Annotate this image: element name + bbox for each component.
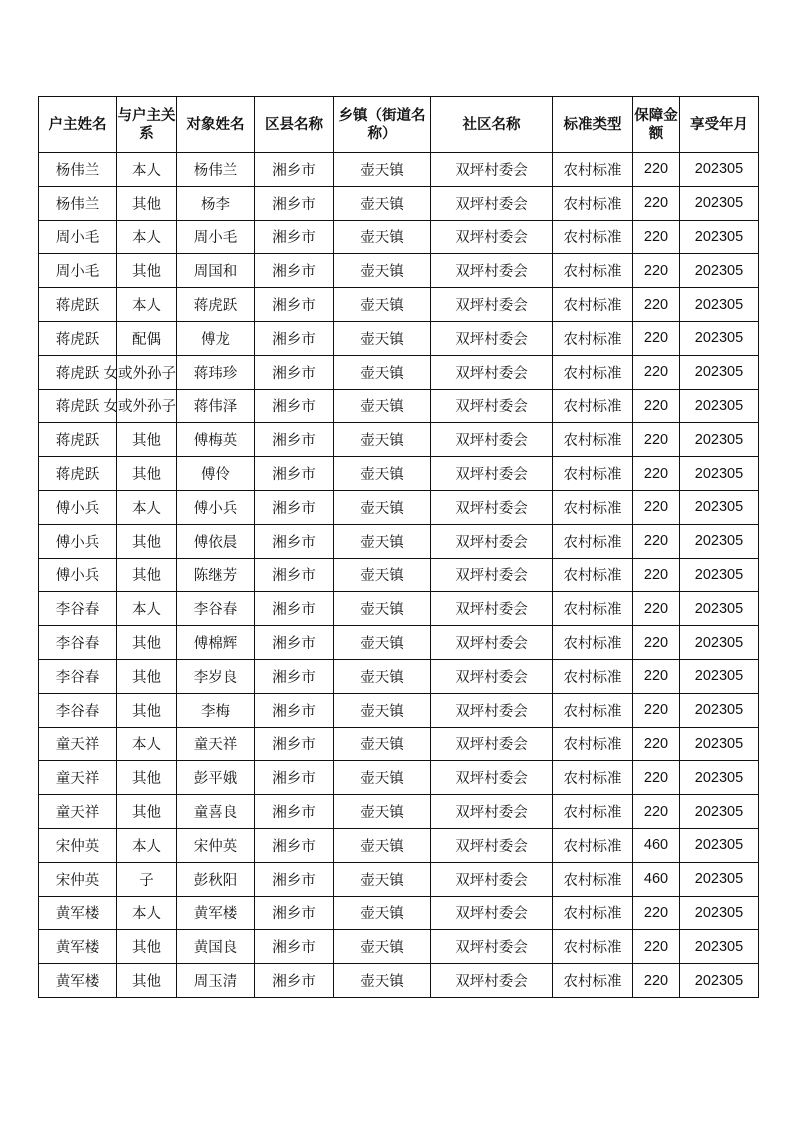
cell-community-name: 双坪村委会 bbox=[431, 457, 553, 491]
cell-household-head-name: 李谷春 bbox=[39, 659, 117, 693]
cell-benefit-month: 202305 bbox=[680, 828, 759, 862]
cell-household-head-name: 蒋虎跃 bbox=[39, 457, 117, 491]
cell-relation-to-head bbox=[103, 355, 177, 389]
cell-benefit-amount: 220 bbox=[633, 930, 680, 964]
cell-county-name: 湘乡市 bbox=[255, 220, 334, 254]
cell-relation-to-head: 其他 bbox=[117, 457, 177, 491]
cell-township-name: 壶天镇 bbox=[334, 964, 431, 998]
cell-household-head-name: 黄军楼 bbox=[39, 930, 117, 964]
header-relation-to-head: 与户主关系 bbox=[117, 97, 177, 153]
cell-recipient-name: 宋仲英 bbox=[177, 828, 255, 862]
header-household-head-name: 户主姓名 bbox=[39, 97, 117, 153]
table-row bbox=[39, 321, 759, 355]
cell-community-name: 双坪村委会 bbox=[431, 964, 553, 998]
cell-county-name: 湘乡市 bbox=[255, 930, 334, 964]
table-row bbox=[39, 795, 759, 829]
cell-standard-type: 农村标准 bbox=[553, 896, 633, 930]
cell-community-name: 双坪村委会 bbox=[431, 423, 553, 457]
cell-community-name: 双坪村委会 bbox=[431, 862, 553, 896]
cell-relation-to-head: 其他 bbox=[117, 693, 177, 727]
cell-township-name: 壶天镇 bbox=[334, 828, 431, 862]
cell-relation-text: 女或外孙子 bbox=[103, 365, 176, 382]
cell-benefit-month: 202305 bbox=[680, 389, 759, 423]
cell-county-name: 湘乡市 bbox=[255, 288, 334, 322]
cell-township-name: 壶天镇 bbox=[334, 930, 431, 964]
cell-household-head-name: 周小毛 bbox=[39, 220, 117, 254]
cell-household-head-name: 李谷春 bbox=[39, 626, 117, 660]
table-row bbox=[39, 693, 759, 727]
cell-relation-to-head: 其他 bbox=[117, 186, 177, 220]
cell-community-name: 双坪村委会 bbox=[431, 828, 553, 862]
table-row bbox=[39, 288, 759, 322]
cell-benefit-amount: 220 bbox=[633, 896, 680, 930]
cell-benefit-amount: 220 bbox=[633, 288, 680, 322]
cell-standard-type: 农村标准 bbox=[553, 288, 633, 322]
cell-household-head-name: 周小毛 bbox=[39, 254, 117, 288]
cell-standard-type: 农村标准 bbox=[553, 828, 633, 862]
cell-recipient-name: 傅梅英 bbox=[177, 423, 255, 457]
header-benefit-amount: 保障金额 bbox=[633, 97, 680, 153]
cell-benefit-month: 202305 bbox=[680, 659, 759, 693]
cell-benefit-amount: 220 bbox=[633, 626, 680, 660]
cell-township-name: 壶天镇 bbox=[334, 288, 431, 322]
cell-relation-to-head: 配偶 bbox=[117, 321, 177, 355]
cell-household-head-name: 黄军楼 bbox=[39, 964, 117, 998]
cell-relation-to-head: 其他 bbox=[117, 524, 177, 558]
table-header-row bbox=[39, 97, 759, 153]
cell-community-name: 双坪村委会 bbox=[431, 592, 553, 626]
cell-township-name: 壶天镇 bbox=[334, 186, 431, 220]
cell-recipient-name: 蒋虎跃 bbox=[177, 288, 255, 322]
cell-community-name: 双坪村委会 bbox=[431, 626, 553, 660]
cell-benefit-amount: 220 bbox=[633, 355, 680, 389]
cell-recipient-name: 彭平娥 bbox=[177, 761, 255, 795]
cell-recipient-name: 黄军楼 bbox=[177, 896, 255, 930]
cell-standard-type: 农村标准 bbox=[553, 964, 633, 998]
cell-benefit-amount: 220 bbox=[633, 186, 680, 220]
cell-standard-type: 农村标准 bbox=[553, 592, 633, 626]
header-county-name: 区县名称 bbox=[255, 97, 334, 153]
cell-relation-to-head: 本人 bbox=[117, 220, 177, 254]
cell-household-head-name: 宋仲英 bbox=[39, 828, 117, 862]
cell-relation-to-head: 子 bbox=[117, 862, 177, 896]
cell-community-name: 双坪村委会 bbox=[431, 389, 553, 423]
cell-recipient-name: 傅龙 bbox=[177, 321, 255, 355]
cell-county-name: 湘乡市 bbox=[255, 828, 334, 862]
cell-standard-type: 农村标准 bbox=[553, 355, 633, 389]
cell-relation-to-head: 本人 bbox=[117, 828, 177, 862]
cell-benefit-month: 202305 bbox=[680, 727, 759, 761]
cell-county-name: 湘乡市 bbox=[255, 727, 334, 761]
cell-standard-type: 农村标准 bbox=[553, 153, 633, 187]
cell-standard-type: 农村标准 bbox=[553, 626, 633, 660]
cell-township-name: 壶天镇 bbox=[334, 659, 431, 693]
cell-recipient-name: 周国和 bbox=[177, 254, 255, 288]
cell-relation-to-head: 其他 bbox=[117, 626, 177, 660]
cell-standard-type: 农村标准 bbox=[553, 558, 633, 592]
header-township-name: 乡镇（街道名称） bbox=[334, 97, 431, 153]
cell-community-name: 双坪村委会 bbox=[431, 321, 553, 355]
cell-relation-text: 女或外孙子 bbox=[103, 399, 176, 416]
cell-community-name: 双坪村委会 bbox=[431, 896, 553, 930]
cell-county-name: 湘乡市 bbox=[255, 524, 334, 558]
cell-relation-to-head: 其他 bbox=[117, 795, 177, 829]
cell-benefit-month: 202305 bbox=[680, 254, 759, 288]
cell-standard-type: 农村标准 bbox=[553, 930, 633, 964]
cell-township-name: 壶天镇 bbox=[334, 153, 431, 187]
cell-standard-type: 农村标准 bbox=[553, 524, 633, 558]
cell-relation-to-head: 其他 bbox=[117, 930, 177, 964]
cell-township-name: 壶天镇 bbox=[334, 254, 431, 288]
cell-standard-type: 农村标准 bbox=[553, 457, 633, 491]
cell-community-name: 双坪村委会 bbox=[431, 659, 553, 693]
cell-township-name: 壶天镇 bbox=[334, 524, 431, 558]
cell-county-name: 湘乡市 bbox=[255, 693, 334, 727]
cell-county-name: 湘乡市 bbox=[255, 558, 334, 592]
cell-benefit-month: 202305 bbox=[680, 626, 759, 660]
cell-household-head-name: 童天祥 bbox=[39, 795, 117, 829]
cell-benefit-amount: 220 bbox=[633, 693, 680, 727]
cell-recipient-name: 李梅 bbox=[177, 693, 255, 727]
table-row bbox=[39, 220, 759, 254]
cell-county-name: 湘乡市 bbox=[255, 795, 334, 829]
cell-benefit-month: 202305 bbox=[680, 930, 759, 964]
cell-recipient-name: 蒋伟泽 bbox=[177, 389, 255, 423]
cell-relation-to-head: 其他 bbox=[117, 659, 177, 693]
cell-recipient-name: 周小毛 bbox=[177, 220, 255, 254]
assistance-table bbox=[38, 96, 759, 998]
cell-community-name: 双坪村委会 bbox=[431, 558, 553, 592]
cell-recipient-name: 蒋玮珍 bbox=[177, 355, 255, 389]
cell-recipient-name: 周玉清 bbox=[177, 964, 255, 998]
cell-benefit-amount: 220 bbox=[633, 254, 680, 288]
cell-benefit-amount: 220 bbox=[633, 964, 680, 998]
cell-household-head-name: 蒋虎跃 bbox=[39, 321, 117, 355]
cell-standard-type: 农村标准 bbox=[553, 220, 633, 254]
table-row bbox=[39, 254, 759, 288]
cell-benefit-month: 202305 bbox=[680, 524, 759, 558]
cell-relation-to-head: 其他 bbox=[117, 964, 177, 998]
cell-household-head-name: 杨伟兰 bbox=[39, 153, 117, 187]
table-row bbox=[39, 592, 759, 626]
table-row bbox=[39, 490, 759, 524]
cell-benefit-month: 202305 bbox=[680, 761, 759, 795]
cell-standard-type: 农村标准 bbox=[553, 389, 633, 423]
cell-benefit-month: 202305 bbox=[680, 457, 759, 491]
cell-benefit-amount: 220 bbox=[633, 795, 680, 829]
table-row bbox=[39, 964, 759, 998]
cell-township-name: 壶天镇 bbox=[334, 558, 431, 592]
cell-community-name: 双坪村委会 bbox=[431, 795, 553, 829]
cell-township-name: 壶天镇 bbox=[334, 220, 431, 254]
cell-household-head-name: 傅小兵 bbox=[39, 524, 117, 558]
cell-relation-to-head: 本人 bbox=[117, 727, 177, 761]
table-row bbox=[39, 153, 759, 187]
cell-recipient-name: 童天祥 bbox=[177, 727, 255, 761]
table-row bbox=[39, 727, 759, 761]
cell-county-name: 湘乡市 bbox=[255, 490, 334, 524]
cell-township-name: 壶天镇 bbox=[334, 727, 431, 761]
table-row bbox=[39, 457, 759, 491]
cell-relation-to-head: 本人 bbox=[117, 896, 177, 930]
table-row bbox=[39, 896, 759, 930]
cell-benefit-amount: 220 bbox=[633, 761, 680, 795]
cell-recipient-name: 李谷春 bbox=[177, 592, 255, 626]
cell-standard-type: 农村标准 bbox=[553, 693, 633, 727]
cell-township-name: 壶天镇 bbox=[334, 490, 431, 524]
cell-benefit-amount: 220 bbox=[633, 524, 680, 558]
cell-relation-to-head: 其他 bbox=[117, 558, 177, 592]
cell-benefit-amount: 220 bbox=[633, 659, 680, 693]
table-body bbox=[39, 153, 759, 998]
cell-benefit-month: 202305 bbox=[680, 423, 759, 457]
cell-recipient-name: 傅小兵 bbox=[177, 490, 255, 524]
cell-standard-type: 农村标准 bbox=[553, 795, 633, 829]
cell-relation-to-head: 本人 bbox=[117, 288, 177, 322]
cell-benefit-amount: 460 bbox=[633, 862, 680, 896]
cell-benefit-month: 202305 bbox=[680, 558, 759, 592]
header-community-name: 社区名称 bbox=[431, 97, 553, 153]
cell-township-name: 壶天镇 bbox=[334, 457, 431, 491]
cell-standard-type: 农村标准 bbox=[553, 321, 633, 355]
cell-community-name: 双坪村委会 bbox=[431, 930, 553, 964]
cell-benefit-amount: 220 bbox=[633, 321, 680, 355]
cell-county-name: 湘乡市 bbox=[255, 389, 334, 423]
cell-relation-to-head: 本人 bbox=[117, 592, 177, 626]
table-row bbox=[39, 862, 759, 896]
cell-benefit-amount: 220 bbox=[633, 153, 680, 187]
cell-county-name: 湘乡市 bbox=[255, 964, 334, 998]
cell-township-name: 壶天镇 bbox=[334, 389, 431, 423]
cell-community-name: 双坪村委会 bbox=[431, 220, 553, 254]
cell-county-name: 湘乡市 bbox=[255, 355, 334, 389]
cell-county-name: 湘乡市 bbox=[255, 862, 334, 896]
cell-household-head-name: 蒋虎跃 bbox=[39, 355, 117, 389]
cell-township-name: 壶天镇 bbox=[334, 321, 431, 355]
table-row bbox=[39, 930, 759, 964]
table-row bbox=[39, 389, 759, 423]
cell-township-name: 壶天镇 bbox=[334, 896, 431, 930]
cell-standard-type: 农村标准 bbox=[553, 423, 633, 457]
table-row bbox=[39, 761, 759, 795]
cell-benefit-amount: 220 bbox=[633, 490, 680, 524]
cell-recipient-name: 童喜良 bbox=[177, 795, 255, 829]
cell-relation-to-head: 本人 bbox=[117, 153, 177, 187]
cell-household-head-name: 蒋虎跃 bbox=[39, 288, 117, 322]
table-row bbox=[39, 558, 759, 592]
cell-recipient-name: 傅棉辉 bbox=[177, 626, 255, 660]
cell-benefit-amount: 220 bbox=[633, 457, 680, 491]
cell-county-name: 湘乡市 bbox=[255, 153, 334, 187]
cell-community-name: 双坪村委会 bbox=[431, 186, 553, 220]
cell-benefit-month: 202305 bbox=[680, 355, 759, 389]
table-row bbox=[39, 524, 759, 558]
cell-county-name: 湘乡市 bbox=[255, 254, 334, 288]
cell-standard-type: 农村标准 bbox=[553, 490, 633, 524]
cell-relation-to-head: 其他 bbox=[117, 423, 177, 457]
cell-standard-type: 农村标准 bbox=[553, 862, 633, 896]
cell-township-name: 壶天镇 bbox=[334, 592, 431, 626]
cell-benefit-amount: 220 bbox=[633, 558, 680, 592]
cell-household-head-name: 傅小兵 bbox=[39, 558, 117, 592]
cell-community-name: 双坪村委会 bbox=[431, 355, 553, 389]
cell-community-name: 双坪村委会 bbox=[431, 288, 553, 322]
table-row bbox=[39, 355, 759, 389]
cell-township-name: 壶天镇 bbox=[334, 355, 431, 389]
cell-benefit-month: 202305 bbox=[680, 964, 759, 998]
cell-county-name: 湘乡市 bbox=[255, 423, 334, 457]
cell-township-name: 壶天镇 bbox=[334, 626, 431, 660]
table-row bbox=[39, 423, 759, 457]
header-benefit-month: 享受年月 bbox=[680, 97, 759, 153]
cell-benefit-amount: 220 bbox=[633, 389, 680, 423]
cell-benefit-month: 202305 bbox=[680, 288, 759, 322]
cell-benefit-month: 202305 bbox=[680, 862, 759, 896]
cell-community-name: 双坪村委会 bbox=[431, 727, 553, 761]
cell-county-name: 湘乡市 bbox=[255, 659, 334, 693]
header-standard-type: 标准类型 bbox=[553, 97, 633, 153]
cell-township-name: 壶天镇 bbox=[334, 693, 431, 727]
cell-standard-type: 农村标准 bbox=[553, 254, 633, 288]
cell-county-name: 湘乡市 bbox=[255, 592, 334, 626]
cell-community-name: 双坪村委会 bbox=[431, 254, 553, 288]
cell-township-name: 壶天镇 bbox=[334, 423, 431, 457]
cell-township-name: 壶天镇 bbox=[334, 795, 431, 829]
cell-benefit-amount: 220 bbox=[633, 220, 680, 254]
cell-relation-to-head: 本人 bbox=[117, 490, 177, 524]
table-row bbox=[39, 828, 759, 862]
cell-benefit-amount: 220 bbox=[633, 727, 680, 761]
cell-standard-type: 农村标准 bbox=[553, 186, 633, 220]
table-row bbox=[39, 626, 759, 660]
cell-standard-type: 农村标准 bbox=[553, 727, 633, 761]
cell-household-head-name: 李谷春 bbox=[39, 592, 117, 626]
cell-benefit-month: 202305 bbox=[680, 592, 759, 626]
table-row bbox=[39, 186, 759, 220]
cell-county-name: 湘乡市 bbox=[255, 321, 334, 355]
cell-benefit-month: 202305 bbox=[680, 693, 759, 727]
cell-recipient-name: 杨李 bbox=[177, 186, 255, 220]
cell-county-name: 湘乡市 bbox=[255, 186, 334, 220]
cell-county-name: 湘乡市 bbox=[255, 626, 334, 660]
cell-community-name: 双坪村委会 bbox=[431, 693, 553, 727]
cell-relation-to-head: 其他 bbox=[117, 254, 177, 288]
cell-benefit-amount: 460 bbox=[633, 828, 680, 862]
cell-recipient-name: 杨伟兰 bbox=[177, 153, 255, 187]
cell-benefit-month: 202305 bbox=[680, 153, 759, 187]
cell-recipient-name: 傅依晨 bbox=[177, 524, 255, 558]
cell-community-name: 双坪村委会 bbox=[431, 524, 553, 558]
cell-recipient-name: 陈继芳 bbox=[177, 558, 255, 592]
cell-benefit-amount: 220 bbox=[633, 592, 680, 626]
table-row bbox=[39, 659, 759, 693]
cell-recipient-name: 彭秋阳 bbox=[177, 862, 255, 896]
cell-benefit-month: 202305 bbox=[680, 321, 759, 355]
cell-county-name: 湘乡市 bbox=[255, 457, 334, 491]
cell-standard-type: 农村标准 bbox=[553, 659, 633, 693]
cell-county-name: 湘乡市 bbox=[255, 896, 334, 930]
cell-benefit-amount: 220 bbox=[633, 423, 680, 457]
cell-household-head-name: 黄军楼 bbox=[39, 896, 117, 930]
cell-household-head-name: 杨伟兰 bbox=[39, 186, 117, 220]
cell-benefit-month: 202305 bbox=[680, 896, 759, 930]
cell-benefit-month: 202305 bbox=[680, 795, 759, 829]
cell-household-head-name: 傅小兵 bbox=[39, 490, 117, 524]
cell-relation-to-head: 其他 bbox=[117, 761, 177, 795]
cell-county-name: 湘乡市 bbox=[255, 761, 334, 795]
cell-community-name: 双坪村委会 bbox=[431, 761, 553, 795]
cell-household-head-name: 蒋虎跃 bbox=[39, 389, 117, 423]
cell-benefit-month: 202305 bbox=[680, 186, 759, 220]
cell-recipient-name: 傅伶 bbox=[177, 457, 255, 491]
cell-benefit-month: 202305 bbox=[680, 490, 759, 524]
cell-township-name: 壶天镇 bbox=[334, 862, 431, 896]
cell-household-head-name: 童天祥 bbox=[39, 761, 117, 795]
cell-township-name: 壶天镇 bbox=[334, 761, 431, 795]
cell-benefit-month: 202305 bbox=[680, 220, 759, 254]
cell-relation-to-head bbox=[103, 389, 177, 423]
cell-household-head-name: 蒋虎跃 bbox=[39, 423, 117, 457]
cell-community-name: 双坪村委会 bbox=[431, 153, 553, 187]
cell-community-name: 双坪村委会 bbox=[431, 490, 553, 524]
cell-household-head-name: 童天祥 bbox=[39, 727, 117, 761]
cell-household-head-name: 宋仲英 bbox=[39, 862, 117, 896]
cell-household-head-name: 李谷春 bbox=[39, 693, 117, 727]
cell-recipient-name: 李岁良 bbox=[177, 659, 255, 693]
cell-recipient-name: 黄国良 bbox=[177, 930, 255, 964]
cell-standard-type: 农村标准 bbox=[553, 761, 633, 795]
header-recipient-name: 对象姓名 bbox=[177, 97, 255, 153]
